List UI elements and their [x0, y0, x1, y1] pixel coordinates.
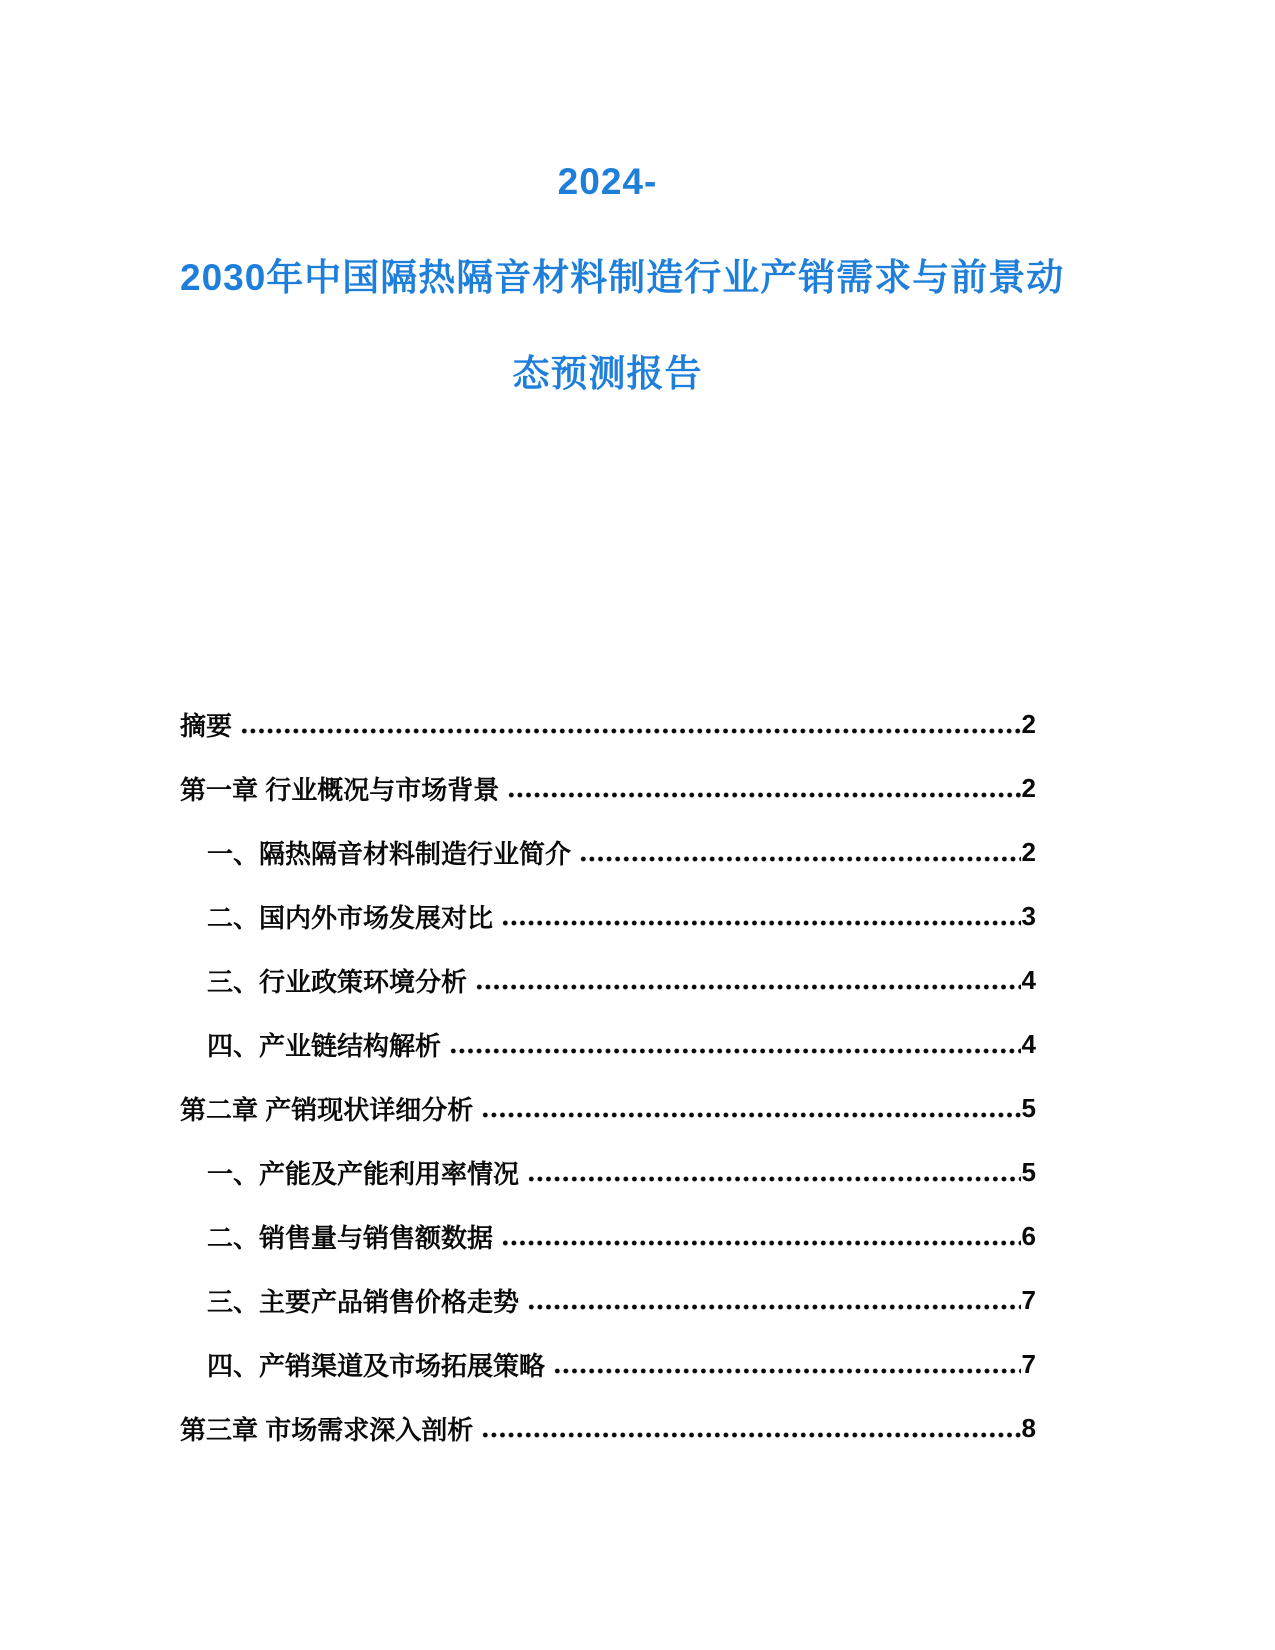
toc-entry-label: 三、主要产品销售价格走势 — [207, 1286, 520, 1317]
toc-entry-label: 一、隔热隔音材料制造行业简介 — [207, 838, 572, 869]
toc-entry[interactable] — [180, 1076, 1036, 1140]
toc-entry-label: 第三章 市场需求深入剖析 — [180, 1414, 474, 1445]
toc-entry-label: 一、产能及产能利用率情况 — [207, 1158, 520, 1189]
toc-page-number: 2 — [1021, 836, 1036, 867]
toc-page-number: 8 — [1021, 1412, 1036, 1443]
toc-entry-label: 四、产销渠道及市场拓展策略 — [207, 1350, 546, 1381]
toc-entry-label: 二、国内外市场发展对比 — [207, 902, 494, 933]
toc-page-number: 2 — [1021, 708, 1036, 739]
toc-entry[interactable] — [180, 1268, 1036, 1332]
report-title-line-3: 态预测报告 — [512, 353, 703, 394]
toc-dot-leader — [527, 1303, 1021, 1311]
toc-entry[interactable] — [180, 1140, 1036, 1204]
report-title-line-1: 2024- — [557, 161, 658, 202]
toc-entry-label: 二、销售量与销售额数据 — [207, 1222, 494, 1253]
toc-page-number: 4 — [1021, 1028, 1036, 1059]
toc-entry-label: 第一章 行业概况与市场背景 — [180, 774, 500, 805]
toc-entry[interactable] — [180, 1012, 1036, 1076]
report-title — [180, 134, 1065, 422]
toc-dot-leader — [507, 791, 1020, 799]
toc-page-number: 5 — [1021, 1156, 1036, 1187]
table-of-contents — [180, 692, 1036, 1460]
toc-entry[interactable] — [180, 948, 1036, 1012]
toc-entry-label: 第二章 产销现状详细分析 — [180, 1094, 474, 1125]
toc-page-number: 7 — [1021, 1348, 1036, 1379]
toc-page-number: 5 — [1021, 1092, 1036, 1123]
toc-entry[interactable] — [180, 756, 1036, 820]
toc-dot-leader — [481, 1111, 1020, 1119]
toc-page-number: 6 — [1021, 1220, 1036, 1251]
toc-dot-leader — [240, 727, 1021, 735]
toc-entry-label: 摘要 — [180, 710, 233, 741]
toc-entry[interactable] — [180, 820, 1036, 884]
toc-entry[interactable] — [180, 692, 1036, 756]
toc-dot-leader — [579, 855, 1021, 863]
toc-dot-leader — [553, 1367, 1021, 1375]
toc-dot-leader — [501, 1239, 1021, 1247]
toc-dot-leader — [501, 919, 1021, 927]
toc-dot-leader — [449, 1047, 1021, 1055]
toc-entry[interactable] — [180, 884, 1036, 948]
toc-page-number: 2 — [1021, 772, 1036, 803]
toc-page-number: 7 — [1021, 1284, 1036, 1315]
toc-page-number: 4 — [1021, 964, 1036, 995]
toc-dot-leader — [527, 1175, 1021, 1183]
toc-dot-leader — [481, 1431, 1020, 1439]
toc-entry[interactable] — [180, 1204, 1036, 1268]
toc-entry-label: 四、产业链结构解析 — [207, 1030, 442, 1061]
toc-entry-label: 三、行业政策环境分析 — [207, 966, 468, 997]
toc-entry[interactable] — [180, 1332, 1036, 1396]
toc-page-number: 3 — [1021, 900, 1036, 931]
toc-dot-leader — [475, 983, 1021, 991]
report-title-line-2: 2030年中国隔热隔音材料制造行业产销需求与前景动 — [180, 257, 1065, 298]
toc-entry[interactable] — [180, 1396, 1036, 1460]
